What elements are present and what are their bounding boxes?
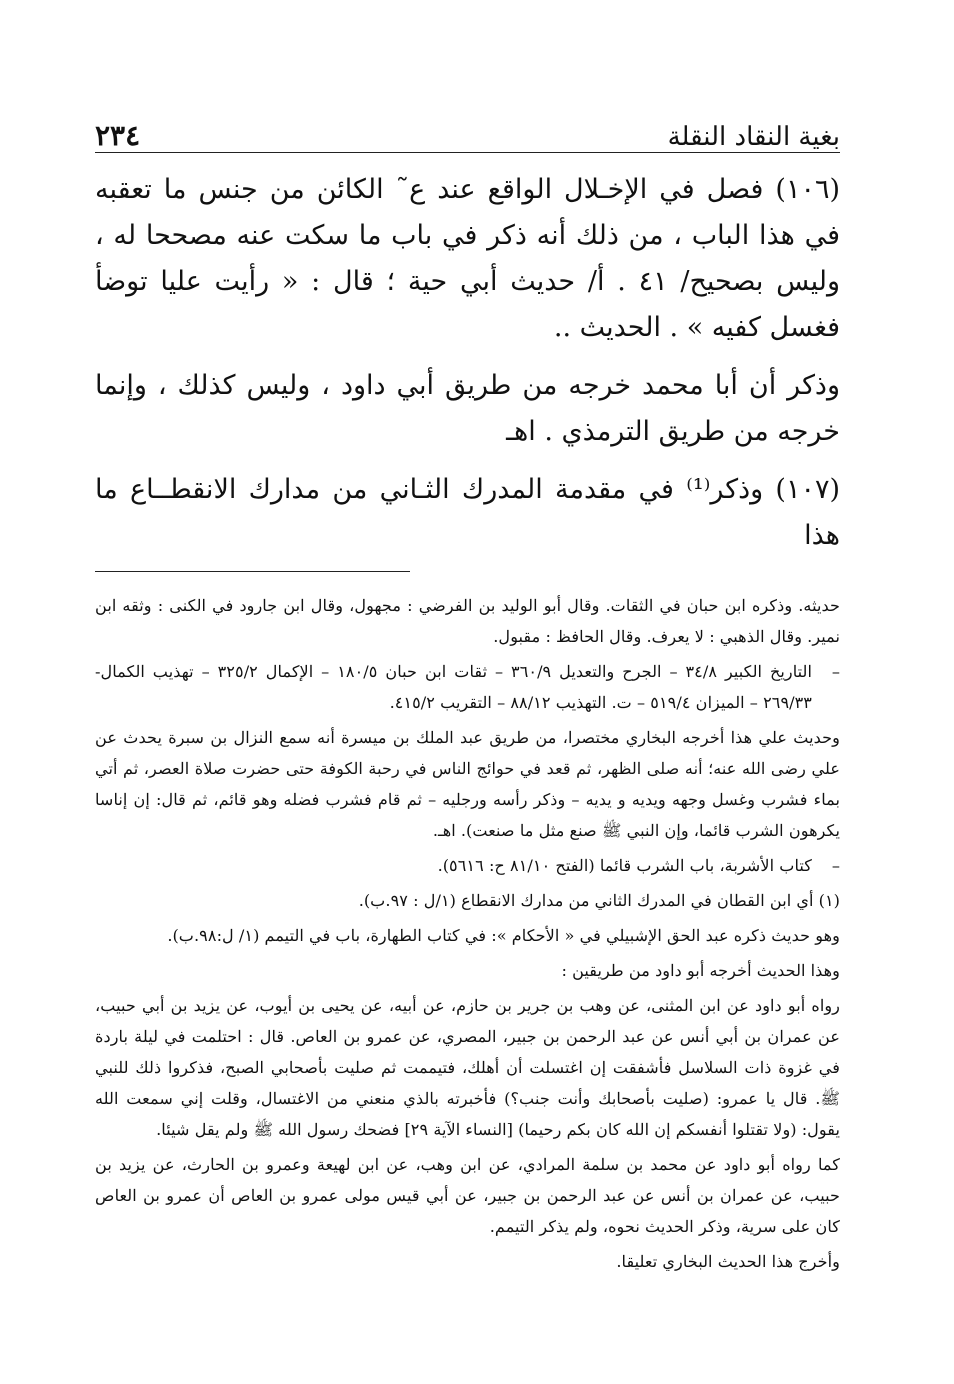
footnote-abu-dawud-intro: وهذا الحديث أخرجه أبو داود من طريقين :: [561, 961, 840, 980]
footnote-dash: –: [831, 662, 840, 681]
page-header: [95, 100, 840, 153]
paragraph-107: (١٠٧) وذكر⁽¹⁾ في مقدمة المدرك الثـاني من مدارك الانقطــاع ما هذا: [95, 474, 841, 551]
footnote-bukhari-taliq: وأخرج هذا الحديث البخاري تعليقا.: [616, 1252, 840, 1271]
footnote-dash: –: [831, 856, 840, 875]
footnote-second-route: كما رواه أبو داود عن محمد بن سلمة المرادي، عن ابن وهب، عن ابن لهيعة وعمرو بن الحارث، عن يزيد بن حبيب، عن عمران بن أنس عن عبد الرحمن بن جبير، عن أبي قيس مولى عمرو بن العاص أن عمرو بن العاص كان على سرية، وذكر الحديث نحوه، ولم يذكر التيمم.: [95, 1155, 840, 1236]
footnotes: [95, 590, 840, 1277]
footnote-sources: [95, 656, 840, 718]
footnote-narrator-status: حديثه. وذكره ابن حبان في الثقات. وقال أبو الوليد بن الفرضي : مجهول، وقال ابن جارود في الكنى : وثقه ابن نمير. وقال الذهبي : لا يعرف. وقال الحافظ : مقبول.: [95, 596, 840, 646]
footnote-1: (١) أي ابن القطان في المدرك الثاني من مدارك الانقطاع (١/ل : ٩٧.ب).: [358, 891, 840, 910]
paragraph-continuation: وذكر أن أبا محمد خرجه من طريق أبي داود ، وليس كذلك ، وإنما خرجه من طريق الترمذي . اهـ: [95, 370, 840, 447]
book-title: بغية النقاد النقلة: [667, 122, 840, 152]
footnote-first-route: رواه أبو داود عن ابن المثنى، عن وهب بن جرير بن حازم، عن أبيه، عن يحيى بن أيوب، عن يزيد بن أبي حبيب، عن عمران بن أبي أنس عن عبد الرحمن بن جبير، المصري، عن عمرو بن العاص. قال : احتلمت في ليلة باردة في غزوة ذات السلاسل فأشفقت إن اغتسلت أن أهلك، فتيممت ثم صليت بأصحابي الصبح، فذكروا ذلك للنبي ﷺ. قال يا عمرو: (صليت بأصحابك وأنت جنب؟) فأخبرته بالذي منعني من الاغتسال، وقلت إني سمعت الله يقول: (ولا تقتلوا أنفسكم إن الله كان بكم رحيما) [النساء الآية ٢٩] فضحك رسول الله ﷺ ولم يقل شيئا.: [95, 996, 840, 1139]
paragraph-106: (١٠٦) فصل في الإخـلال الواقع عند ع˜ الكائن من جنس ما تعقبه في هذا الباب ، من ذلك أنه ذكر في باب ما سكت عنه مصححا له ، وليس بصحيح/ ٤١ . أ/ حديث أبي حية ؛ قال : « رأيت عليا توضأ فغسل كفيه » . الحديث ..: [95, 174, 840, 343]
footnote-ali-hadith: وحديث علي هذا أخرجه البخاري مختصرا، من طريق عبد الملك بن ميسرة أنه سمع النزال بن سبرة يحدث عن علي رضى الله عنه؛ أنه صلى الظهر، ثم قعد في حوائج الناس في رحبة الكوفة حتى حضرت صلاة العصر، ثم أتي بماء فشرب وغسل وجهه ويديه و يديه – وذكر رأسه ورجليه – ثم قام فشرب فضله وهو قائم، ثم قال: إن إناسا يكرهون الشرب قائما، وإن النبي ﷺ صنع مثل ما صنعت). اهـ.: [95, 728, 840, 840]
footnote-ahkam-ref: وهو حديث ذكره عبد الحق الإشبيلي في « الأحكام »: في كتاب الطهارة، باب في التيمم (١/ ل:٩٨.ب).: [167, 926, 840, 945]
footnote-sources-text: التاريخ الكبير ٣٤/٨ – الجرح والتعديل ٣٦٠/٩ – ثقات ابن حبان ١٨٠/٥ – الإكمال ٣٢٥/٢ – تهذيب الكمال- ٢٦٩/٣٣ – الميزان ٥١٩/٤ – ت. التهذيب ٨٨/١٢ – التقريب ٤١٥/٢.: [95, 662, 812, 712]
main-text: [95, 167, 840, 559]
footnote-bukhari-ref: [95, 850, 840, 881]
page-number: ٢٣٤: [95, 119, 141, 152]
footnote-separator: [95, 571, 410, 572]
footnote-bukhari-ref-text: كتاب الأشربة، باب الشرب قائما (الفتح ٨١/١٠ ح: ٥٦١٦).: [437, 856, 812, 875]
book-page: [95, 100, 840, 1281]
